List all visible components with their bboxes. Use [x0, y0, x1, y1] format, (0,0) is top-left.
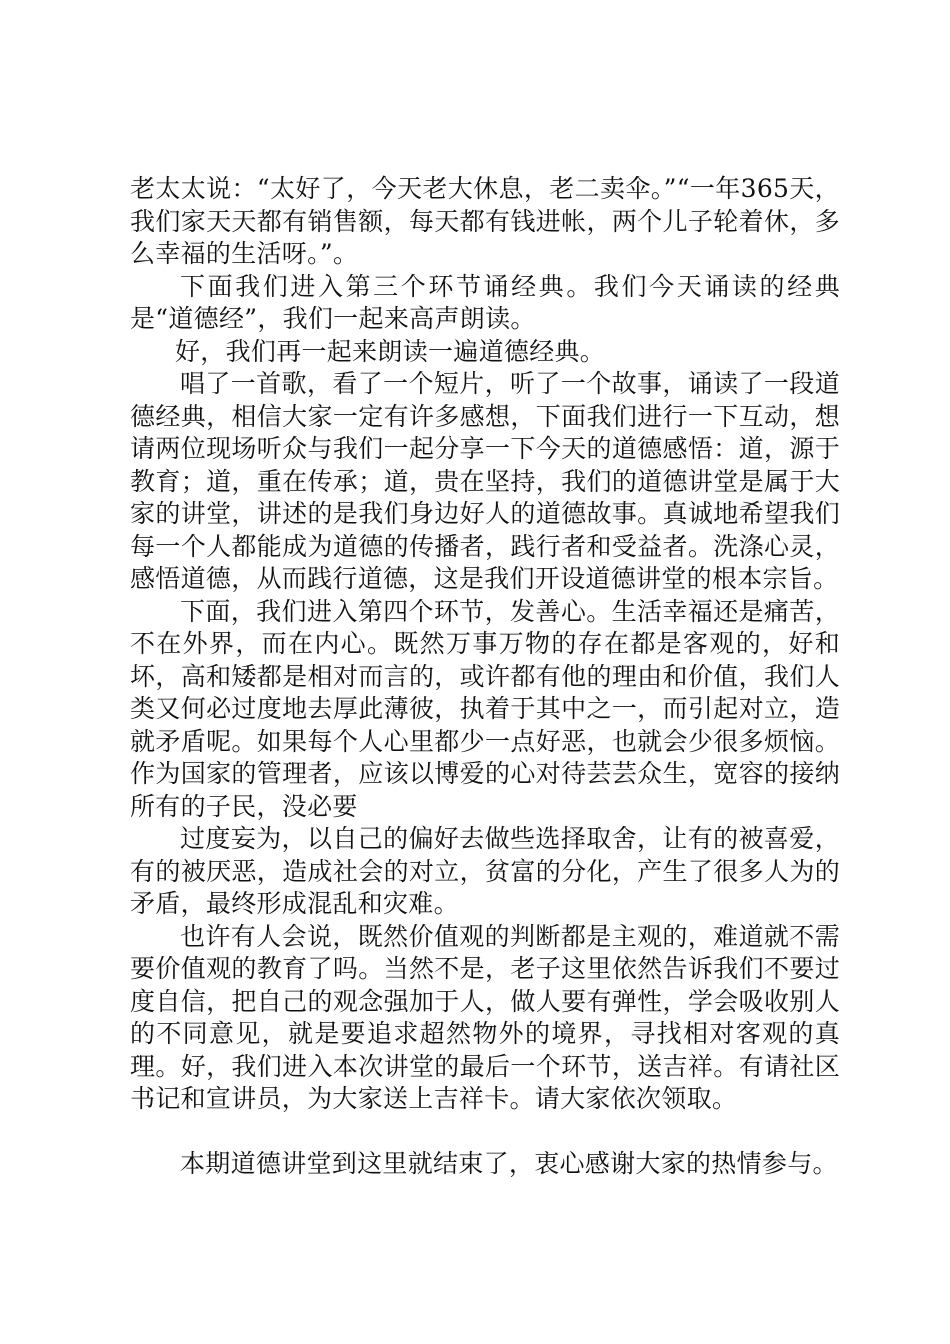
paragraph-continuation: 过度妄为，以自己的偏好去做些选择取舍，让有的被喜爱，有的被厌恶，造成社会的对立，贫富的分化，产生了很多人为的矛盾，最终形成混乱和灾难。	[130, 824, 840, 918]
paragraph-third-section: 下面我们进入第三个环节诵经典。我们今天诵读的经典是“道德经”，我们一起来高声朗读。	[130, 271, 840, 333]
document-body	[130, 173, 840, 1180]
paragraph-read-again: 好，我们再一起来朗读一遍道德经典。	[175, 336, 606, 366]
paragraph-values: 也许有人会说，既然价值观的判断都是主观的，难道就不需要价值观的教育了吗。当然不是，老子这里依然告诉我们不要过度自信，把自己的观念强加于人，做人要有弹性，学会吸收别人的不同意见，就是要追求超然物外的境界，寻找相对客观的真理。好，我们进入本次讲堂的最后一个环节，送吉祥。有请社区书记和宣讲员，为大家送上吉祥卡。请大家依次领取。	[130, 921, 840, 1113]
paragraph-story-ending: 老太太说：“太好了，今天老大休息，老二卖伞。”“一年365天，我们家天天都有销售额，每天都有钱进帐，两个儿子轮着休，多么幸福的生活呀。”。	[130, 174, 840, 268]
paragraph-fourth-section: 下面，我们进入第四个环节，发善心。生活幸福还是痛苦，不在外界，而在内心。既然万事万物的存在都是客观的，好和坏，高和矮都是相对而言的，或许都有他的理由和价值，我们人类又何必过度地去厚此薄彼，执着于其中之一，而引起对立，造就矛盾呢。如果每个人心里都少一点好恶，也就会少很多烦恼。作为国家的管理者，应该以博爱的心对待芸芸众生，宽容的接纳所有的子民，没必要	[130, 596, 840, 821]
paragraph-closing: 本期道德讲堂到这里就结束了，衷心感谢大家的热情参与。	[180, 1148, 838, 1178]
paragraph-interaction: 唱了一首歌，看了一个短片，听了一个故事，诵读了一段道德经典，相信大家一定有许多感想，下面我们进行一下互动，想请两位现场听众与我们一起分享一下今天的道德感悟：道，源于教育；道，重在传承；道，贵在坚持，我们的道德讲堂是属于大家的讲堂，讲述的是我们身边好人的道德故事。真诚地希望我们每一个人都能成为道德的传播者，践行者和受益者。洗涤心灵，感悟道德，从而践行道德，这是我们开设道德讲堂的根本宗旨。	[130, 369, 840, 593]
paragraph-gap	[130, 1116, 840, 1148]
